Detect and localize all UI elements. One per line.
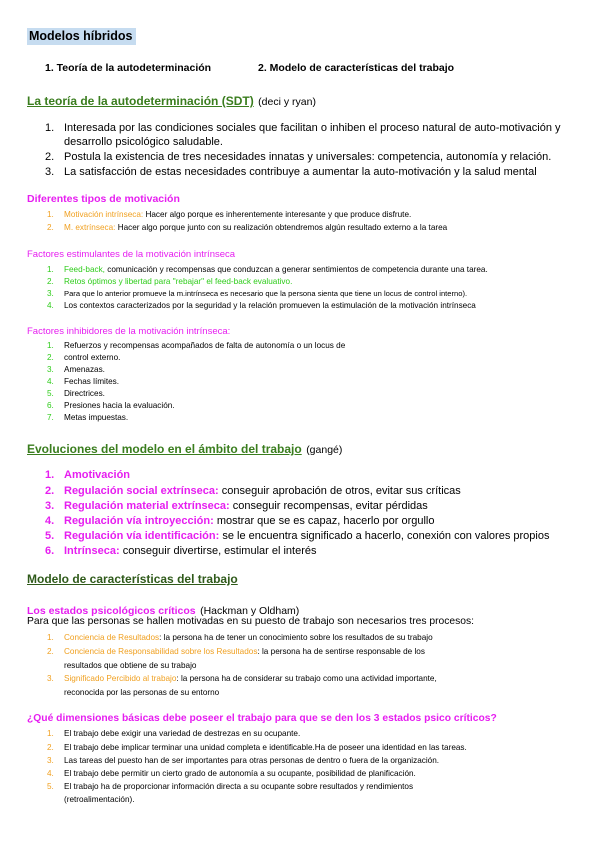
inhibidores-item: Refuerzos y recompensas acompañados de falta de autonomía o un locus de xyxy=(64,341,346,350)
inhibidores-item: Amenazas. xyxy=(64,365,105,374)
sdt-item-line: Postula la existencia de tres necesidades innatas y universales: competencia, autonomía y relación. xyxy=(64,151,552,163)
evoluciones-heading-line xyxy=(27,440,342,458)
tipos-item-num: 1. xyxy=(47,210,54,219)
evoluciones-item-num: 2. xyxy=(45,485,55,497)
dimensiones-item: El trabajo debe permitir un cierto grado de autonomía a su ocupante, posibilidad de planificación. xyxy=(64,769,416,778)
estimulantes-item: Retos óptimos y libertad para "rebajar" el feed-back evaluativo. xyxy=(64,277,293,286)
estimulantes-item: Feed-back, comunicación y recompensas que conduzcan a generar sentimientos de competencia durante una tarea. xyxy=(64,265,488,274)
estimulantes-item-num: 4. xyxy=(47,301,54,310)
dimensiones-item: El trabajo debe implicar terminar una unidad completa e identificable.Ha de poseer una identidad en las tareas. xyxy=(64,743,467,752)
evoluciones-item-num: 6. xyxy=(45,545,55,557)
inhibidores-item: Directrices. xyxy=(64,389,105,398)
estados-item: Conciencia de Responsabilidad sobre los Resultados: la persona ha de sentirse responsable de los xyxy=(64,647,425,656)
inhibidores-item: Presiones hacia la evaluación. xyxy=(64,401,175,410)
estados-item: Significado Percibido al trabajo: la persona ha de considerar su trabajo como una actividad importante, xyxy=(64,674,437,683)
evoluciones-item: Regulación vía identificación: se le encuentra significado a hacerlo, conexión con valores propios xyxy=(64,530,550,542)
dimensiones-item: El trabajo debe exigir una variedad de destrezas en su ocupante. xyxy=(64,729,301,738)
evoluciones-heading: Evoluciones del modelo en el ámbito del trabajo xyxy=(27,442,302,456)
estimulantes-item-num: 1. xyxy=(47,265,54,274)
sdt-item-line: Interesada por las condiciones sociales que facilitan o inhiben el proceso natural de auto-motivación y xyxy=(64,122,561,134)
sdt-heading-line xyxy=(27,92,316,110)
inhibidores-item: Metas impuestas. xyxy=(64,413,129,422)
dimensiones-item: El trabajo ha de proporcionar información directa a su ocupante sobre resultados y rendimientos xyxy=(64,782,414,791)
sdt-heading: La teoría de la autodeterminación (SDT) xyxy=(27,94,254,108)
sdt-item-line: desarrollo psicológico saludable. xyxy=(64,136,223,148)
evoluciones-item-num: 1. xyxy=(45,469,55,481)
tipos-item: M. extrínseca: Hacer algo porque junto con su realización obtendremos algún resultado externo a la tarea xyxy=(64,223,448,232)
inhibidores-item-num: 3. xyxy=(47,365,54,374)
dimensiones-item-num: 4. xyxy=(47,769,54,778)
inhibidores-item-num: 7. xyxy=(47,413,54,422)
tipos-item: Motivación intrínseca: Hacer algo porque es inherentemente interesante y que produce disfrute. xyxy=(64,210,412,219)
dimensiones-heading: ¿Qué dimensiones básicas debe poseer el trabajo para que se den los 3 estados psico críticos? xyxy=(27,713,497,724)
inhibidores-heading: Factores inhibidores de la motivación intrínseca: xyxy=(27,326,231,337)
evoluciones-item: Regulación vía introyección: mostrar que se es capaz, hacerlo por orgullo xyxy=(64,515,435,527)
inhibidores-item-num: 6. xyxy=(47,401,54,410)
estados-item: Conciencia de Resultados: la persona ha de tener un conocimiento sobre los resultados de su trabajo xyxy=(64,633,433,642)
inhibidores-item-num: 1. xyxy=(47,341,54,350)
evoluciones-item-num: 3. xyxy=(45,500,55,512)
estados-item-num: 3. xyxy=(47,674,54,683)
estimulantes-item-num: 2. xyxy=(47,277,54,286)
tipos-heading: Diferentes tipos de motivación xyxy=(27,193,180,205)
estimulantes-heading: Factores estimulantes de la motivación intrínseca xyxy=(27,249,236,260)
evoluciones-item: Intrínseca: conseguir divertirse, estimular el interés xyxy=(64,545,317,557)
evoluciones-item: Regulación material extrínseca: conseguir recompensas, evitar pérdidas xyxy=(64,500,428,512)
estados-intro: Para que las personas se hallen motivadas en su puesto de trabajo son necesarios tres procesos: xyxy=(27,616,475,627)
dimensiones-item-cont: (retroalimentación). xyxy=(64,795,135,804)
estados-heading: Los estados psicológicos críticos xyxy=(27,605,196,617)
estimulantes-item: Para que lo anterior promueve la m.intrínseca es necesario que la persona sienta que tiene un locus de control interno). xyxy=(64,289,468,298)
caracteristicas-heading: Modelo de características del trabajo xyxy=(27,572,238,586)
dimensiones-item-num: 5. xyxy=(47,782,54,791)
inhibidores-item-num: 5. xyxy=(47,389,54,398)
tipos-item-num: 2. xyxy=(47,223,54,232)
evoluciones-item: Amotivación xyxy=(64,469,131,481)
dimensiones-item: Las tareas del puesto han de ser importantes para otras personas de dentro o fuera de la organización. xyxy=(64,756,440,765)
dimensiones-item-num: 2. xyxy=(47,743,54,752)
sdt-item-num: 3. xyxy=(45,166,55,178)
estados-item-cont: resultados que obtiene de su trabajo xyxy=(64,661,197,670)
estimulantes-item-num: 3. xyxy=(47,289,54,298)
subtitle-1: 1. Teoría de la autodeterminación xyxy=(45,62,212,74)
sdt-item-num: 1. xyxy=(45,122,55,134)
estados-item-num: 1. xyxy=(47,633,54,642)
sdt-item-line: La satisfacción de estas necesidades contribuye a aumentar la auto-motivación y la salud mental xyxy=(64,166,537,178)
evoluciones-item: Regulación social extrínseca: conseguir aprobación de otros, evitar sus críticas xyxy=(64,485,461,497)
dimensiones-item-num: 1. xyxy=(47,729,54,738)
sdt-authors: (deci y ryan) xyxy=(258,96,316,108)
estados-item-num: 2. xyxy=(47,647,54,656)
inhibidores-item: Fechas límites. xyxy=(64,377,120,386)
dimensiones-item-num: 3. xyxy=(47,756,54,765)
sdt-item-num: 2. xyxy=(45,151,55,163)
subtitle-2: 2. Modelo de características del trabajo xyxy=(258,62,455,74)
inhibidores-item-num: 4. xyxy=(47,377,54,386)
inhibidores-item: control externo. xyxy=(64,353,121,362)
evoluciones-item-num: 5. xyxy=(45,530,55,542)
inhibidores-item-num: 2. xyxy=(47,353,54,362)
estados-authors: (Hackman y Oldham) xyxy=(200,605,300,617)
estados-item-cont: reconocida por las personas de su entorno xyxy=(64,688,220,697)
page-title: Modelos híbridos xyxy=(27,28,136,45)
evoluciones-item-num: 4. xyxy=(45,515,55,527)
evoluciones-authors: (gangé) xyxy=(306,444,343,456)
estimulantes-item: Los contextos caracterizados por la seguridad y la relación promueven la estimulación de la motivación intrínseca xyxy=(64,301,476,310)
